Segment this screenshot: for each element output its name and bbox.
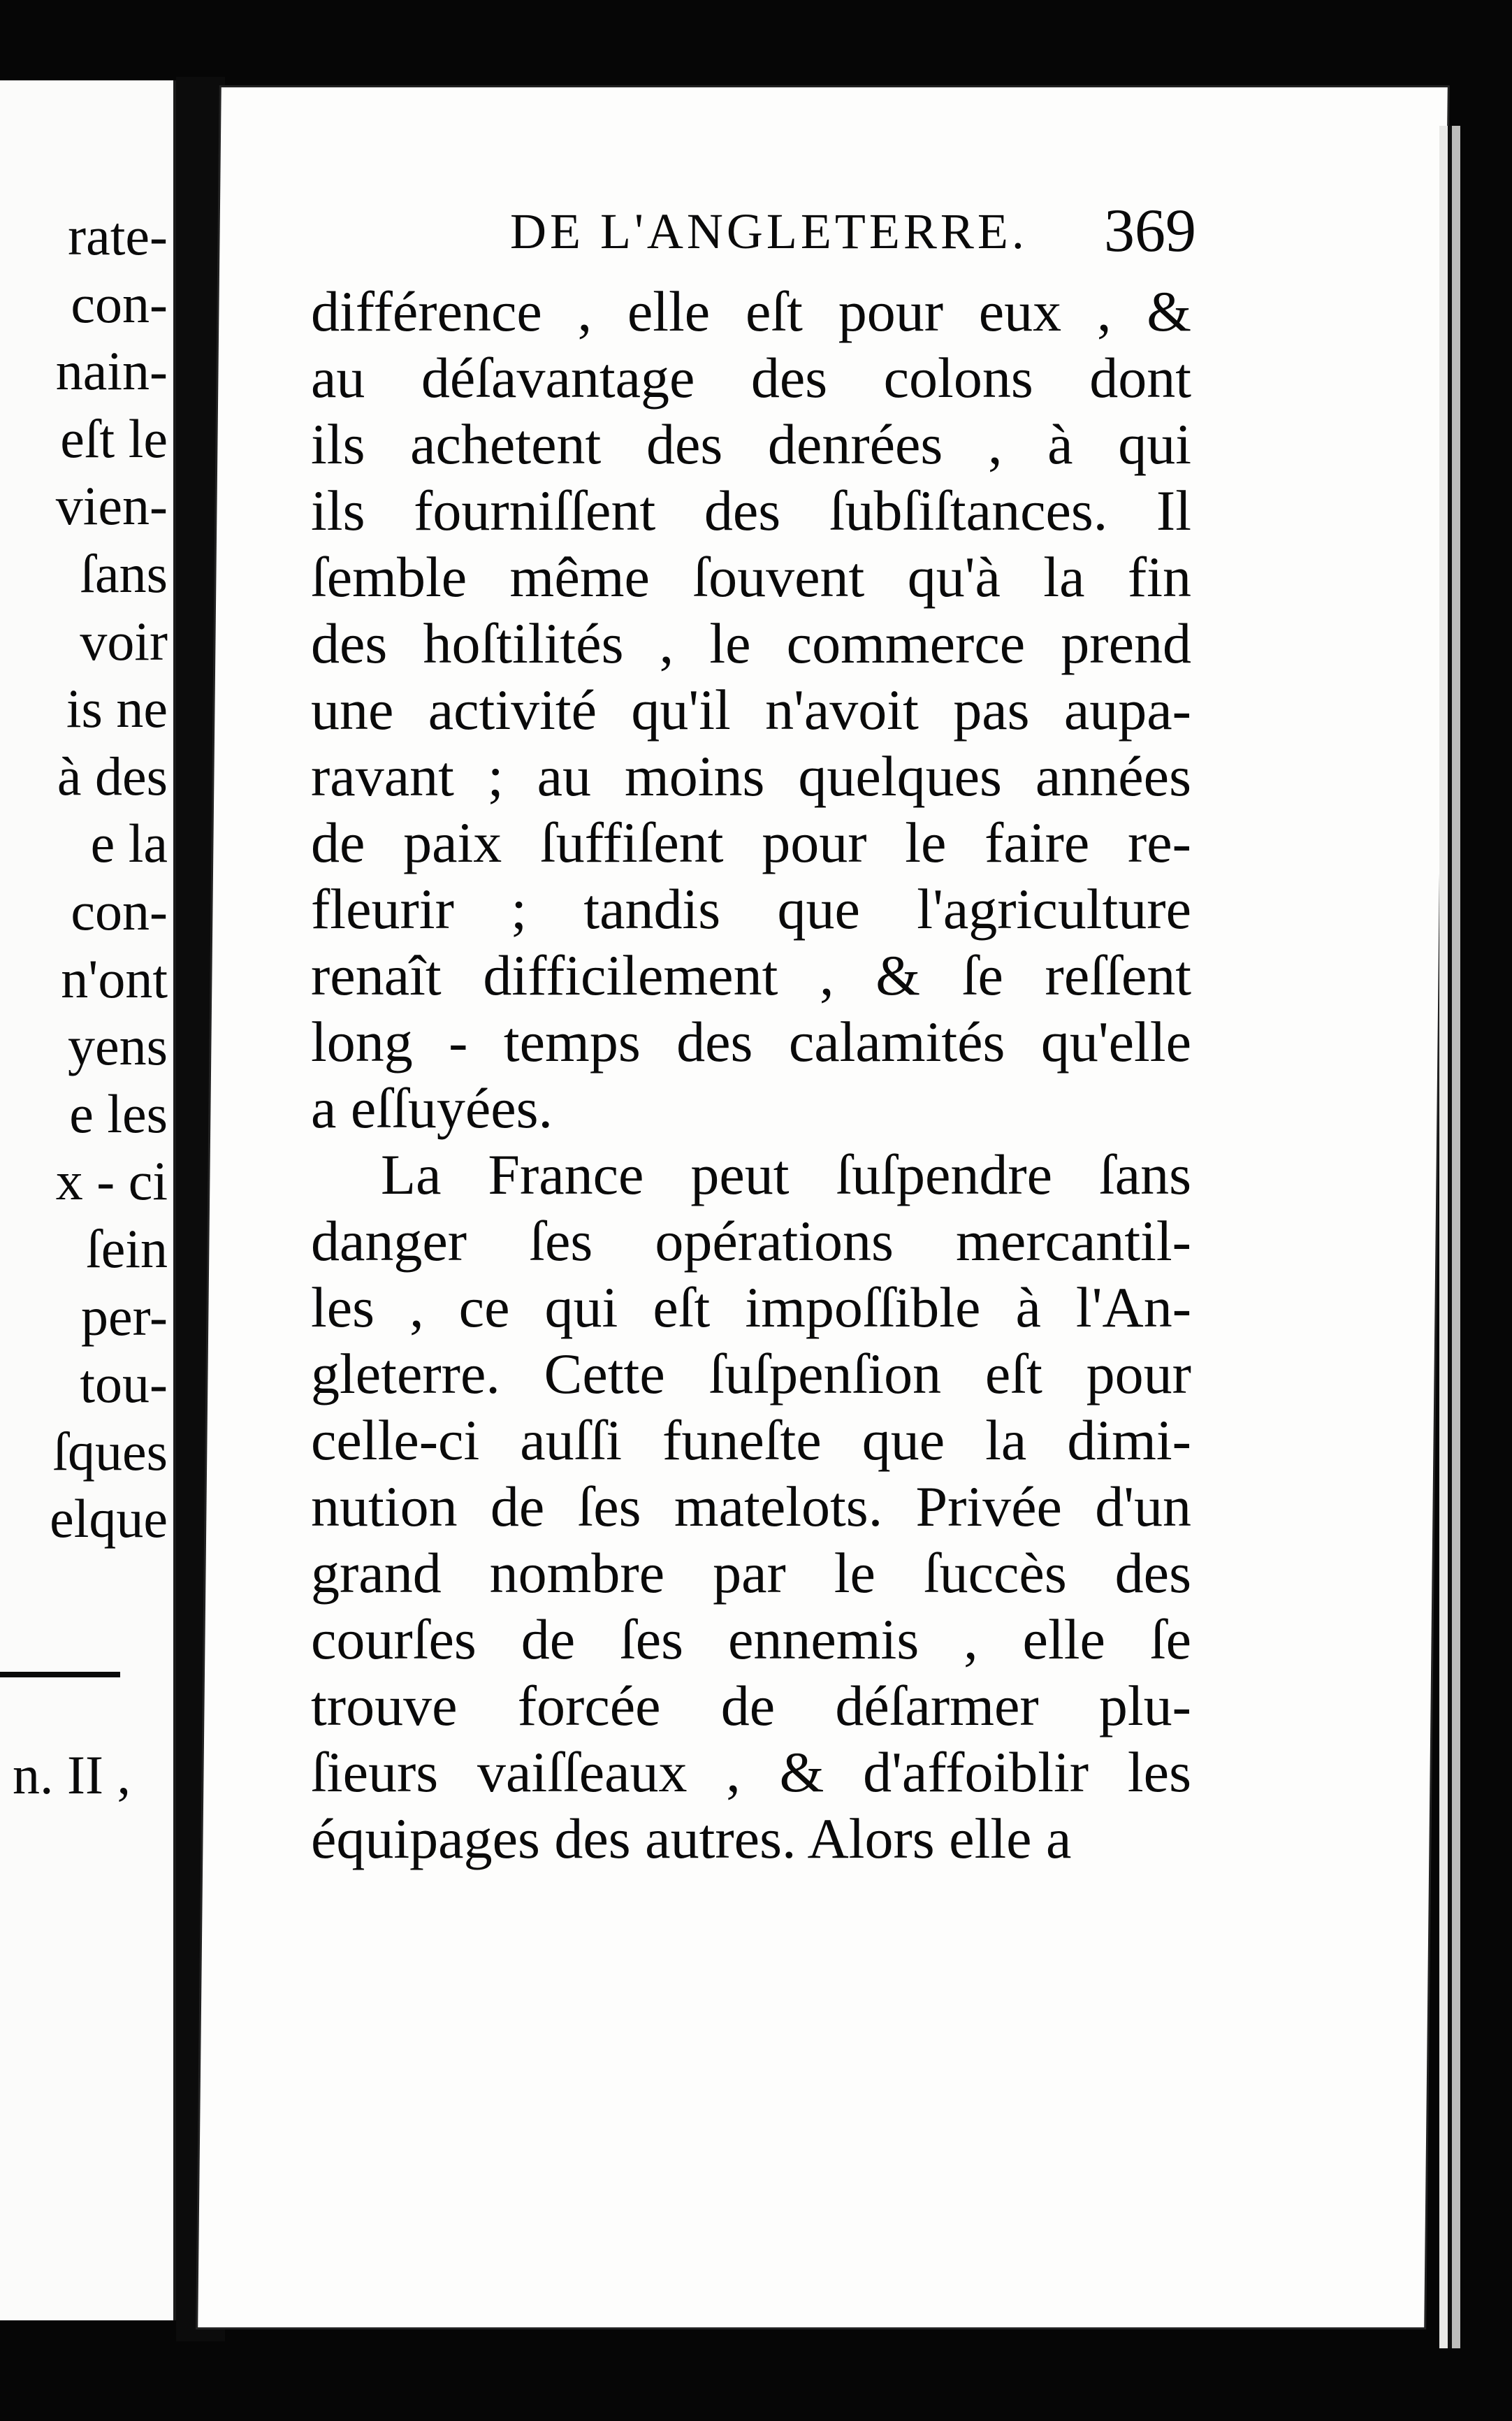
left-page-line: con- xyxy=(71,273,168,334)
text-line: ils fourniſſent des ſubſiſtances. Il xyxy=(311,479,1191,542)
text-line: ravant ; au moins quelques années xyxy=(311,744,1191,808)
text-line: ſemble même ſouvent qu'à la fin xyxy=(311,545,1191,609)
left-page-line: tou- xyxy=(80,1353,168,1415)
running-head: DE L'ANGLETERRE. xyxy=(510,203,1028,259)
left-page-line: elque xyxy=(50,1488,168,1549)
left-page-line: nain- xyxy=(55,340,168,402)
text-line: ſieurs vaiſſeaux , & d'affoiblir les xyxy=(311,1740,1191,1804)
text-line: ils achetent des denrées , à qui xyxy=(311,412,1191,476)
left-page-line: con- xyxy=(71,880,168,941)
footnote-rule xyxy=(0,1672,120,1677)
left-page-line: n'ont xyxy=(61,948,168,1009)
left-page-footnote: n. II , xyxy=(13,1744,131,1805)
left-page-line: e les xyxy=(69,1083,168,1144)
left-page-line: eſt le xyxy=(60,407,168,469)
text-line: au déſavantage des colons dont xyxy=(311,346,1191,410)
left-page-line: x - ci xyxy=(55,1150,168,1212)
left-page-line: ſein xyxy=(86,1217,168,1279)
text-line: long - temps des calamités qu'elle xyxy=(311,1010,1191,1074)
text-line: nution de ſes matelots. Privée d'un xyxy=(311,1475,1191,1538)
text-line: de paix ſuffiſent pour le faire re- xyxy=(311,811,1191,874)
left-page-line: ſans xyxy=(80,542,168,604)
text-line: fleurir ; tandis que l'agriculture xyxy=(311,877,1191,941)
left-page-line: voir xyxy=(80,610,168,672)
body-text xyxy=(311,278,1191,1872)
page-edge xyxy=(1439,126,1460,2348)
left-page-line: e la xyxy=(90,813,168,874)
left-page-line: ſques xyxy=(52,1420,168,1482)
left-page-line: rate- xyxy=(68,205,168,266)
text-line: grand nombre par le ſuccès des xyxy=(311,1541,1191,1605)
left-page-text xyxy=(0,203,168,1553)
text-line: a eſſuyées. xyxy=(311,1076,553,1140)
left-page-line: à des xyxy=(57,745,168,807)
left-page-line: per- xyxy=(80,1285,168,1347)
text-line: La France peut ſuſpendre ſans xyxy=(381,1143,1191,1206)
text-line: différence , elle eſt pour eux , & xyxy=(311,280,1191,343)
text-line: renaît difficilement , & ſe reſſent xyxy=(311,944,1191,1007)
left-page-line: is ne xyxy=(66,678,168,739)
text-line: celle-ci auſſi funeſte que la dimi- xyxy=(311,1408,1191,1472)
text-line: trouve forcée de déſarmer plu- xyxy=(311,1674,1191,1737)
text-line: danger ſes opérations mercantil- xyxy=(311,1209,1191,1273)
text-line: une activité qu'il n'avoit pas aupa- xyxy=(311,678,1191,742)
text-line: équipages des autres. Alors elle a xyxy=(311,1807,1072,1870)
left-page-line: yens xyxy=(68,1016,168,1077)
left-page-line: vien- xyxy=(55,475,168,537)
text-line: les , ce qui eſt impoſſible à l'An- xyxy=(311,1275,1191,1339)
text-line: gleterre. Cette ſuſpenſion eſt pour xyxy=(311,1342,1191,1405)
text-line: courſes de ſes ennemis , elle ſe xyxy=(311,1607,1191,1671)
page-number: 369 xyxy=(1104,197,1196,265)
text-line: des hoſtilités , le commerce prend xyxy=(311,612,1191,675)
